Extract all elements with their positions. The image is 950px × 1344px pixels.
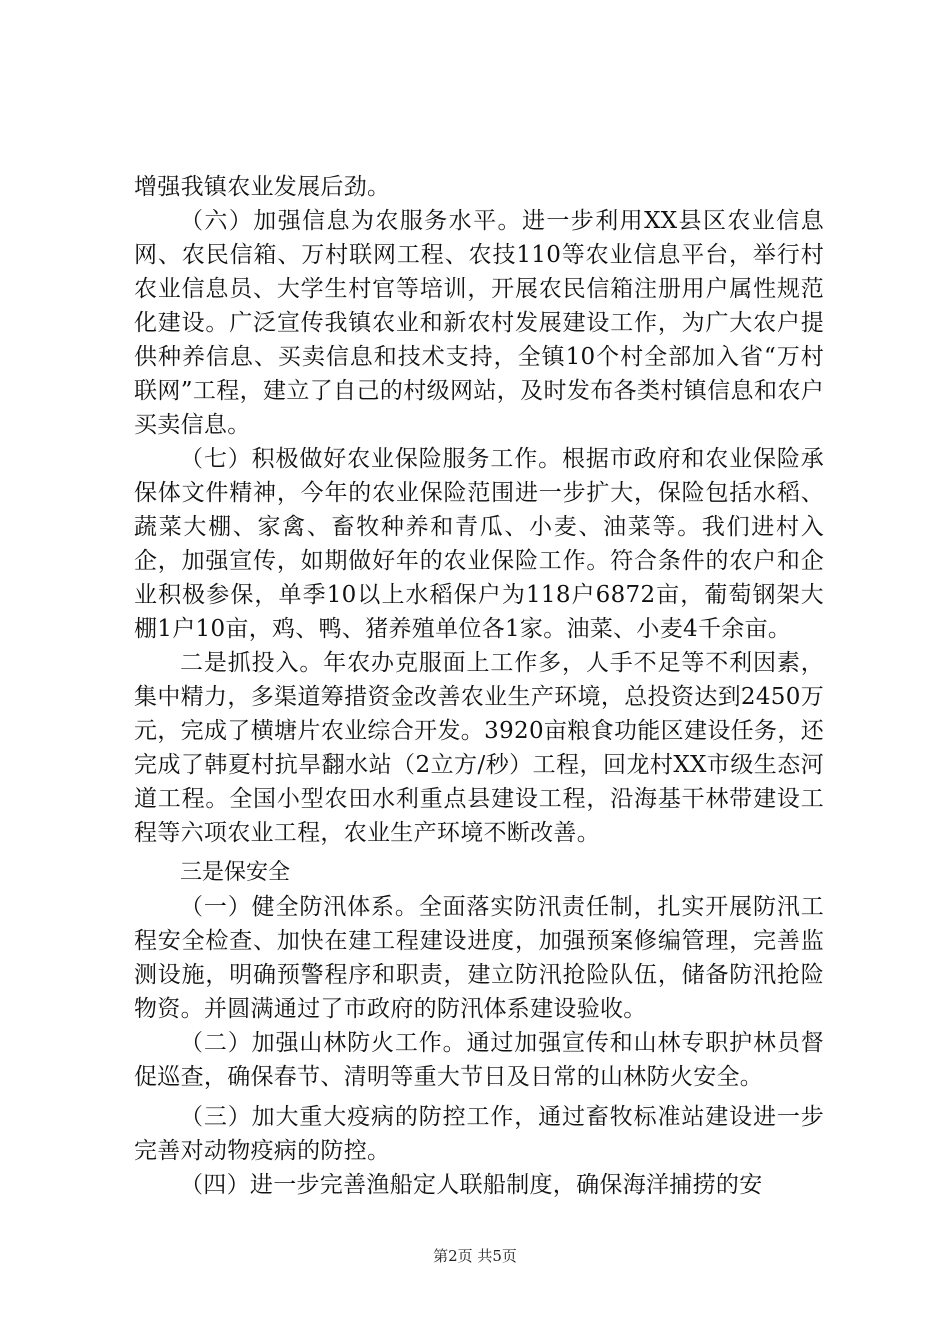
paragraph-continuation: 增强我镇农业发展后劲。	[134, 174, 391, 200]
paragraph-fishing-vessels: （四）进一步完善渔船定人联船制度，确保海洋捕捞的安	[180, 1172, 763, 1198]
document-body	[134, 170, 824, 1202]
paragraph-agri-insurance: （七）积极做好农业保险服务工作。根据市政府和农业保险承保体文件精神，今年的农业保险范围进一步扩大，保险包括水稻、蔬菜大棚、家禽、畜牧种养和青瓜、小麦、油菜等。我们进村入企，加强宣传，如期做好年的农业保险工作。符合条件的农户和企业积极参保，单季10以上水稻保户为118户6872亩，葡萄钢架大棚1户10亩，鸡、鸭、猪养殖单位各1家。油菜、小麦4千余亩。	[134, 446, 824, 642]
paragraph-fire-prevention: （二）加强山林防火工作。通过加强宣传和山林专职护林员督促巡查，确保春节、清明等重大节日及日常的山林防火安全。	[134, 1030, 824, 1090]
paragraph-flood-control: （一）健全防汛体系。全面落实防汛责任制，扎实开展防汛工程安全检查、加快在建工程建设进度，加强预案修编管理，完善监测设施，明确预警程序和职责，建立防汛抢险队伍，储备防汛抢险物资。并圆满通过了市政府的防汛体系建设验收。	[134, 894, 824, 1022]
paragraph-info-service: （六）加强信息为农服务水平。进一步利用XX县区农业信息网、农民信箱、万村联网工程、农技110等农业信息平台，举行村农业信息员、大学生村官等培训，开展农民信箱注册用户属性规范化建设。广泛宣传我镇农业和新农村发展建设工作，为广大农户提供种养信息、买卖信息和技术支持，全镇10个村全部加入省“万村联网”工程，建立了自己的村级网站，及时发布各类村镇信息和农户买卖信息。	[134, 208, 824, 438]
page-footer: 第2页 共5页	[433, 1247, 517, 1265]
section-heading-safety: 三是保安全	[180, 860, 291, 885]
paragraph-epidemic-control: （三）加大重大疫病的防控工作，通过畜牧标准站建设进一步完善对动物疫病的防控。	[134, 1104, 824, 1164]
paragraph-investment: 二是抓投入。年农办克服面上工作多，人手不足等不利因素，集中精力，多渠道筹措资金改善农业生产环境，总投资达到2450万元，完成了横塘片农业综合开发。3920亩粮食功能区建设任务，还完成了韩夏村抗旱翻水站（2立方/秒）工程，回龙村XX市级生态河道工程。全国小型农田水利重点县建设工程，沿海基干林带建设工程等六项农业工程，农业生产环境不断改善。	[134, 650, 824, 846]
